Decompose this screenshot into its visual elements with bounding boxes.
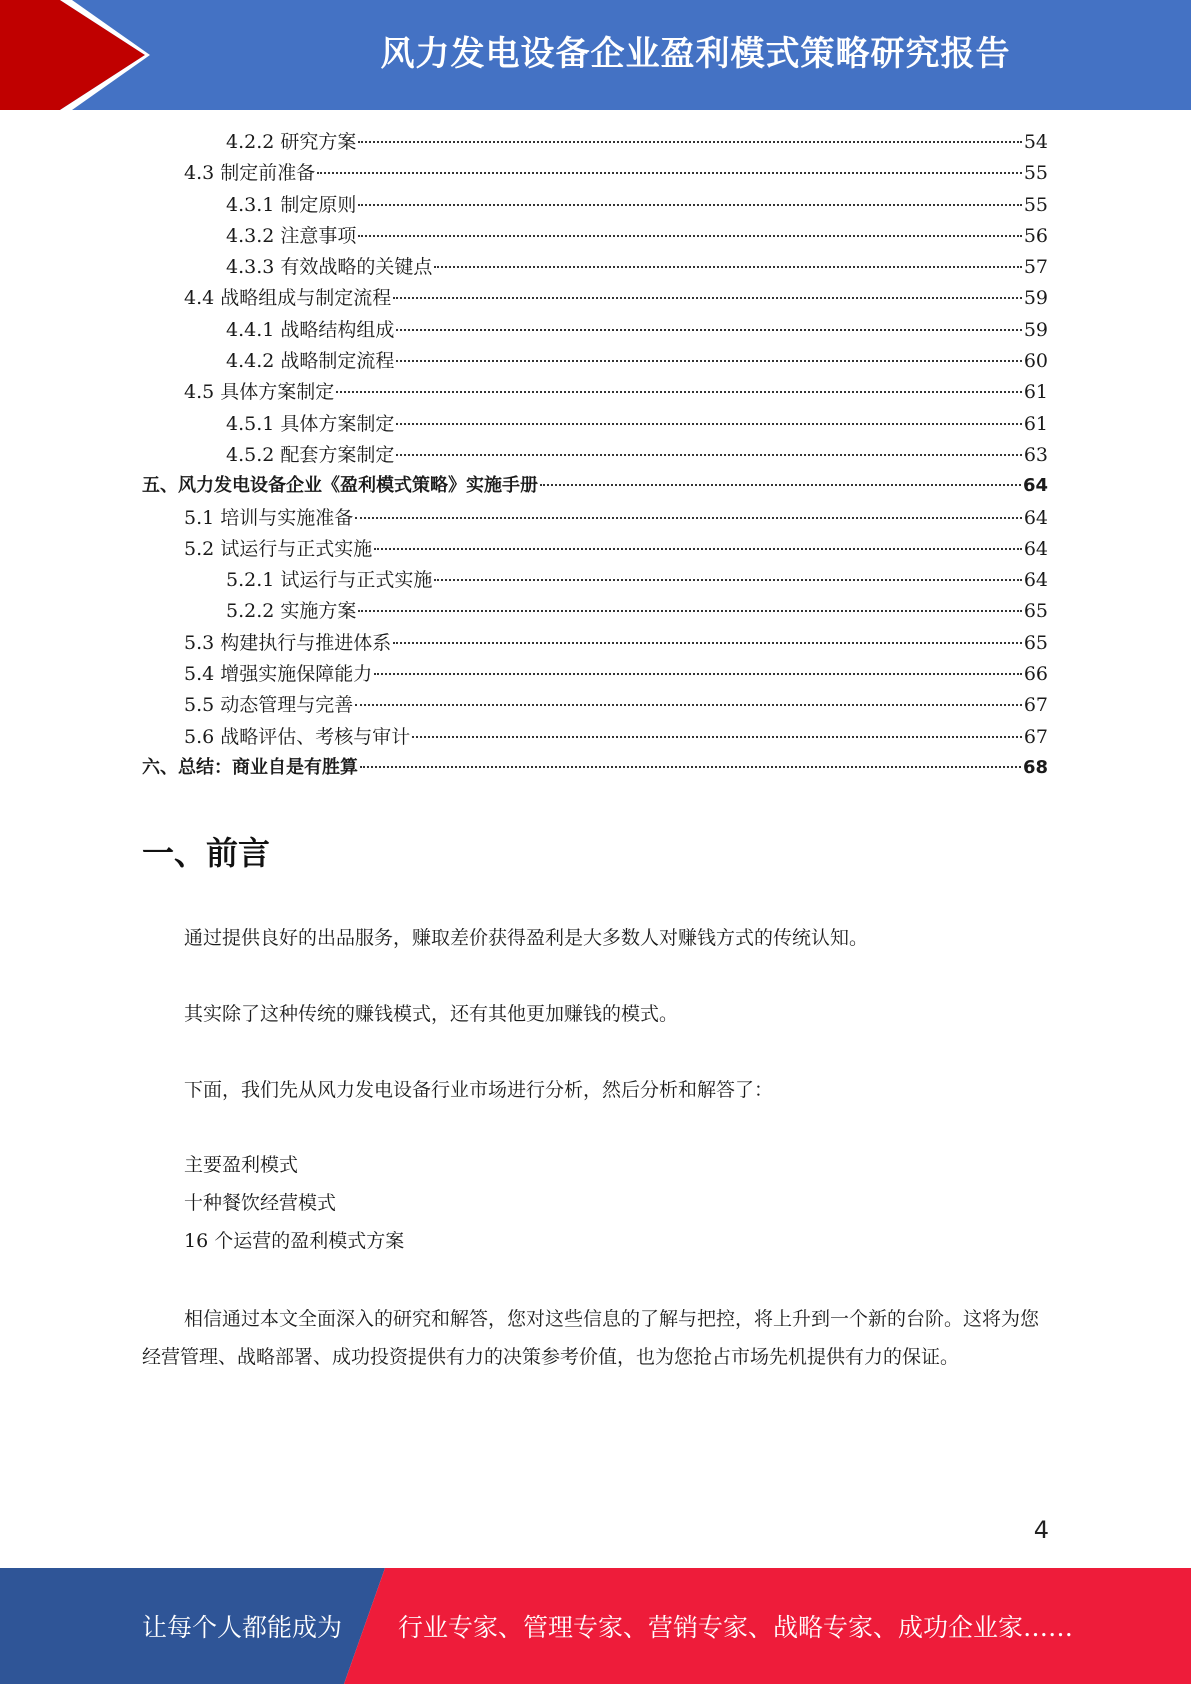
toc-entry[interactable]	[142, 471, 1048, 502]
intro-paragraph-1: 通过提供良好的出品服务，赚取差价获得盈利是大多数人对赚钱方式的传统认知。	[184, 927, 869, 949]
toc-dot-leader	[434, 579, 1021, 581]
toc-dot-leader	[434, 266, 1021, 268]
toc-page-number: 66	[1023, 663, 1048, 686]
toc-entry-title: 4.4 战略组成与制定流程	[184, 287, 392, 310]
toc-entry[interactable]	[142, 659, 1048, 690]
toc-dot-leader	[317, 172, 1022, 174]
toc-dot-leader	[396, 329, 1021, 331]
toc-dot-leader	[412, 736, 1022, 738]
toc-entry-title: 4.2.2 研究方案	[226, 131, 357, 153]
toc-dot-leader	[374, 673, 1022, 675]
toc-page-number: 59	[1023, 287, 1048, 310]
toc-entry-title: 4.3 制定前准备	[184, 162, 316, 185]
toc-entry[interactable]	[142, 722, 1048, 753]
toc-page-number: 54	[1023, 131, 1048, 153]
toc-page-number: 60	[1023, 350, 1048, 373]
toc-entry[interactable]	[142, 628, 1048, 659]
toc-page-number: 61	[1023, 381, 1048, 404]
toc-entry-title: 4.5.1 具体方案制定	[226, 412, 395, 435]
header-banner	[0, 0, 1191, 110]
toc-entry[interactable]	[142, 127, 1048, 158]
toc-page-number: 59	[1023, 318, 1048, 341]
toc-entry-title: 4.3.3 有效战略的关键点	[226, 256, 433, 279]
toc-entry-title: 五、风力发电设备企业《盈利模式策略》实施手册	[142, 475, 538, 497]
toc-dot-leader	[374, 548, 1022, 550]
toc-dot-leader	[358, 235, 1021, 237]
toc-entry[interactable]	[142, 596, 1048, 627]
toc-entry[interactable]	[142, 252, 1048, 283]
toc-entry[interactable]	[142, 503, 1048, 534]
toc-page-number: 55	[1023, 193, 1048, 216]
list-item: 十种餐饮经营模式	[184, 1192, 337, 1214]
toc-entry-title: 5.6 战略评估、考核与审计	[184, 725, 411, 748]
toc-entry[interactable]	[142, 158, 1048, 189]
toc-entry-title: 4.4.1 战略结构组成	[226, 318, 395, 341]
footer-banner	[0, 1568, 1191, 1684]
toc-page-number: 57	[1023, 256, 1048, 279]
toc-page-number: 56	[1023, 224, 1048, 247]
toc-entry[interactable]	[142, 753, 1048, 784]
toc-dot-leader	[393, 642, 1022, 644]
list-item: 主要盈利模式	[184, 1154, 299, 1176]
toc-entry-title: 5.2.1 试运行与正式实施	[226, 569, 433, 592]
header-arrow-decoration	[0, 0, 160, 110]
toc-entry[interactable]	[142, 690, 1048, 721]
toc-entry-title: 5.2 试运行与正式实施	[184, 537, 373, 560]
toc-dot-leader	[336, 391, 1022, 393]
toc-dot-leader	[358, 141, 1021, 143]
toc-entry-title: 5.2.2 实施方案	[226, 600, 357, 623]
toc-page-number: 64	[1023, 569, 1048, 592]
toc-entry-title: 5.1 培训与实施准备	[184, 506, 354, 529]
section-heading: 一、前言	[142, 834, 271, 872]
toc-page-number: 64	[1022, 475, 1048, 497]
toc-entry-title: 4.5 具体方案制定	[184, 381, 335, 404]
mode-list	[184, 1146, 404, 1260]
toc-entry[interactable]	[142, 190, 1048, 221]
toc-page-number: 64	[1023, 506, 1048, 529]
toc-entry[interactable]	[142, 315, 1048, 346]
toc-entry-title: 4.3.2 注意事项	[226, 224, 357, 247]
toc-entry-title: 4.4.2 战略制定流程	[226, 350, 395, 373]
toc-entry[interactable]	[142, 221, 1048, 252]
toc-dot-leader	[358, 610, 1021, 612]
toc-dot-leader	[355, 704, 1022, 706]
toc-dot-leader	[355, 517, 1022, 519]
toc-dot-leader	[396, 423, 1021, 425]
toc-entry[interactable]	[142, 409, 1048, 440]
toc-entry-title: 5.4 增强实施保障能力	[184, 663, 373, 686]
footer-slogan-left: 让每个人都能成为	[142, 1613, 343, 1642]
table-of-contents	[142, 127, 1048, 784]
toc-dot-leader	[540, 484, 1021, 486]
toc-entry-title: 4.5.2 配套方案制定	[226, 443, 395, 466]
toc-page-number: 67	[1023, 725, 1048, 748]
intro-paragraph-4: 相信通过本文全面深入的研究和解答，您对这些信息的了解与把控，将上升到一个新的台阶。这将为您经营管理、战略部署、成功投资提供有力的决策参考价值，也为您抢占市场先机提供有力的保证。	[142, 1308, 1040, 1368]
toc-entry[interactable]	[142, 346, 1048, 377]
toc-dot-leader	[396, 454, 1021, 456]
toc-dot-leader	[360, 766, 1021, 768]
page-number: 4	[1033, 1516, 1049, 1544]
toc-entry[interactable]	[142, 283, 1048, 314]
toc-entry[interactable]	[142, 377, 1048, 408]
toc-dot-leader	[358, 204, 1021, 206]
list-item: 16 个运营的盈利模式方案	[184, 1230, 405, 1252]
toc-entry[interactable]	[142, 534, 1048, 565]
toc-entry[interactable]	[142, 565, 1048, 596]
toc-page-number: 63	[1023, 443, 1048, 466]
intro-paragraph-2: 其实除了这种传统的赚钱模式，还有其他更加赚钱的模式。	[184, 1003, 679, 1025]
toc-dot-leader	[396, 360, 1021, 362]
toc-page-number: 65	[1023, 631, 1048, 654]
toc-page-number: 68	[1022, 756, 1048, 778]
toc-page-number: 67	[1023, 694, 1048, 717]
toc-page-number: 61	[1023, 412, 1048, 435]
toc-entry-title: 4.3.1 制定原则	[226, 193, 357, 216]
toc-entry-title: 5.5 动态管理与完善	[184, 694, 354, 717]
toc-page-number: 55	[1023, 162, 1048, 185]
toc-dot-leader	[393, 297, 1022, 299]
toc-entry-title: 六、总结：商业自是有胜算	[142, 756, 358, 778]
toc-entry[interactable]	[142, 440, 1048, 471]
toc-page-number: 65	[1023, 600, 1048, 623]
toc-entry-title: 5.3 构建执行与推进体系	[184, 631, 392, 654]
report-title: 风力发电设备企业盈利模式策略研究报告	[380, 34, 1011, 74]
toc-page-number: 64	[1023, 537, 1048, 560]
footer-slogan-right: 行业专家、管理专家、营销专家、战略专家、成功企业家……	[398, 1613, 1074, 1642]
intro-paragraph-3: 下面，我们先从风力发电设备行业市场进行分析，然后分析和解答了：	[184, 1079, 774, 1101]
